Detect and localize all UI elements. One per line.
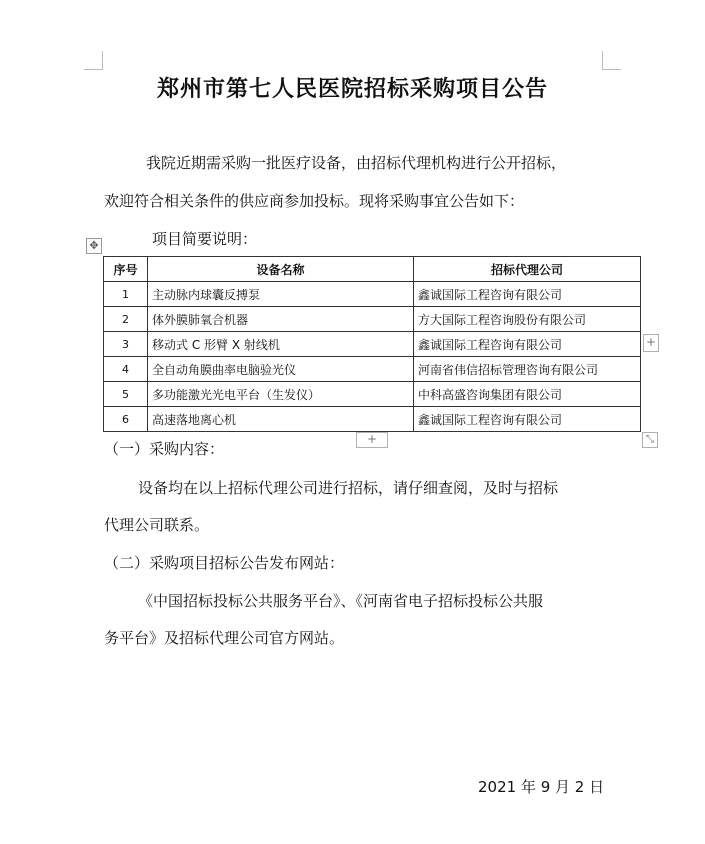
table-header-row [104,257,641,282]
section-2-heading: （二）采购项目招标公告发布网站： [104,554,345,572]
intro-paragraph-line-2: 欢迎符合相关条件的供应商参加投标。现将采购事宜公告如下： [104,192,525,210]
equipment-name: 高速落地离心机 [148,407,414,432]
row-number: 1 [104,282,148,307]
agency-company: 中科高盛咨询集团有限公司 [414,382,641,407]
table-resize-icon[interactable]: ⤡ [642,432,658,448]
section-2-line-1: 《中国招标投标公共服务平台》、《河南省电子招标投标公共服 [138,592,544,610]
equipment-name: 体外膜肺氧合机器 [148,307,414,332]
equipment-name: 主动脉内球囊反搏泵 [148,282,414,307]
section-2-line-2: 务平台》及招标代理公司官方网站。 [104,629,345,647]
agency-company: 鑫诚国际工程咨询有限公司 [414,407,641,432]
row-number: 6 [104,407,148,432]
section-1-heading: （一）采购内容： [104,440,225,458]
row-number: 2 [104,307,148,332]
row-number: 3 [104,332,148,357]
section-1-line-1: 设备均在以上招标代理公司进行招标，请仔细查阅，及时与招标 [138,479,559,497]
page-corner-mark-top-left [84,51,103,70]
section-1-line-2: 代理公司联系。 [104,516,210,534]
intro-paragraph-line-1: 我院近期需采购一批医疗设备，由招标代理机构进行公开招标， [146,154,567,172]
equipment-name: 全自动角膜曲率电脑验光仪 [148,357,414,382]
table-row [104,382,641,407]
add-column-plus-icon[interactable]: + [643,334,659,352]
agency-company: 鑫诚国际工程咨询有限公司 [414,282,641,307]
agency-company: 方大国际工程咨询股份有限公司 [414,307,641,332]
document-title: 郑州市第七人民医院招标采购项目公告 [156,76,548,102]
table-row [104,407,641,432]
header-equipment-name: 设备名称 [148,257,414,282]
table-row [104,282,641,307]
announcement-date: 2021 年 9 月 2 日 [478,778,605,796]
header-serial-number: 序号 [104,257,148,282]
table-row [104,307,641,332]
add-row-plus-icon[interactable]: + [356,432,388,448]
table-row [104,357,641,382]
agency-company: 河南省伟信招标管理咨询有限公司 [414,357,641,382]
project-heading: 项目简要说明： [152,230,258,248]
row-number: 5 [104,382,148,407]
equipment-name: 移动式 C 形臂 X 射线机 [148,332,414,357]
row-number: 4 [104,357,148,382]
table-move-handle-icon[interactable]: ✥ [86,238,102,254]
page-corner-mark-top-right [602,51,621,70]
header-agency-company: 招标代理公司 [414,257,641,282]
agency-company: 鑫诚国际工程咨询有限公司 [414,332,641,357]
table-row [104,332,641,357]
equipment-name: 多功能激光光电平台（生发仪） [148,382,414,407]
equipment-table [103,256,641,432]
